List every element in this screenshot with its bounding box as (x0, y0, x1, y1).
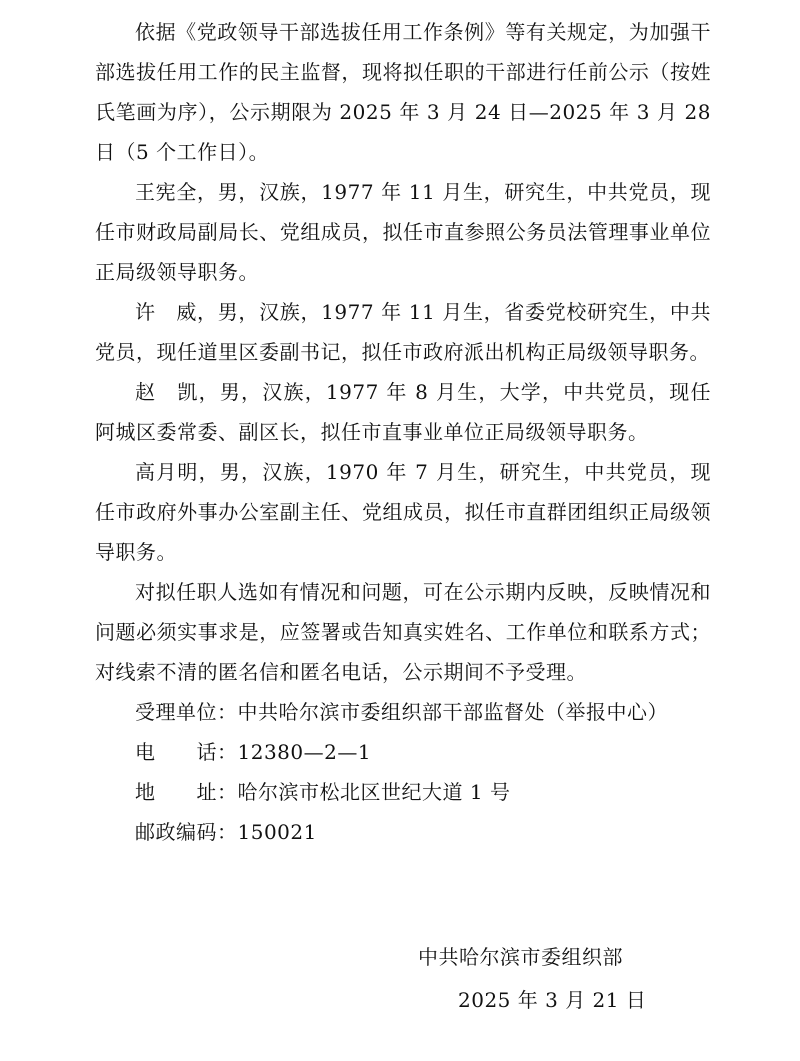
contact-phone-label: 电 话： (135, 740, 238, 764)
candidate-paragraph: 许 威，男，汉族，1977 年 11 月生，省委党校研究生，中共党员，现任道里区委副书记，拟任市政府派出机构正局级领导职务。 (95, 300, 711, 364)
contact-phone-value: 12380—2—1 (237, 740, 372, 764)
feedback-paragraph: 对拟任职人选如有情况和问题，可在公示期内反映，反映情况和问题必须实事求是，应签署或告知真实姓名、工作单位和联系方式；对线索不清的匿名信和匿名电话，公示期间不予受理。 (95, 580, 711, 684)
contact-postcode-label: 邮政编码： (135, 820, 238, 844)
contact-unit-label: 受理单位： (135, 700, 238, 724)
notice-body (95, 12, 711, 852)
candidate-paragraph: 王宪全，男，汉族，1977 年 11 月生，研究生，中共党员，现任市财政局副局长、党组成员，拟任市直参照公务员法管理事业单位正局级领导职务。 (95, 180, 711, 284)
contact-postcode-value: 150021 (237, 820, 317, 844)
intro-paragraph: 依据《党政领导干部选拔任用工作条例》等有关规定，为加强干部选拔任用工作的民主监督，现将拟任职的干部进行任前公示（按姓氏笔画为序），公示期限为 2025 年 3 月 24 日—2025 年 3 月 28 日（5 个工作日）。 (95, 20, 711, 164)
contact-address-value: 哈尔滨市松北区世纪大道 1 号 (237, 780, 511, 804)
candidate-paragraph: 高月明，男，汉族，1970 年 7 月生，研究生，中共党员，现任市政府外事办公室副主任、党组成员，拟任市直群团组织正局级领导职务。 (95, 460, 711, 564)
contact-address-row (95, 772, 711, 812)
contact-postcode-row (95, 812, 711, 852)
contact-unit-row (95, 692, 711, 732)
contact-address-label: 地 址： (135, 780, 238, 804)
contact-phone-row (95, 732, 711, 772)
contact-unit-value: 中共哈尔滨市委组织部干部监督处（举报中心） (237, 700, 668, 724)
signature-org: 中共哈尔滨市委组织部 (418, 945, 623, 969)
candidate-paragraph: 赵 凯，男，汉族，1977 年 8 月生，大学，中共党员，现任阿城区委常委、副区长，拟任市直事业单位正局级领导职务。 (95, 380, 711, 444)
signature-date: 2025 年 3 月 21 日 (458, 988, 647, 1012)
